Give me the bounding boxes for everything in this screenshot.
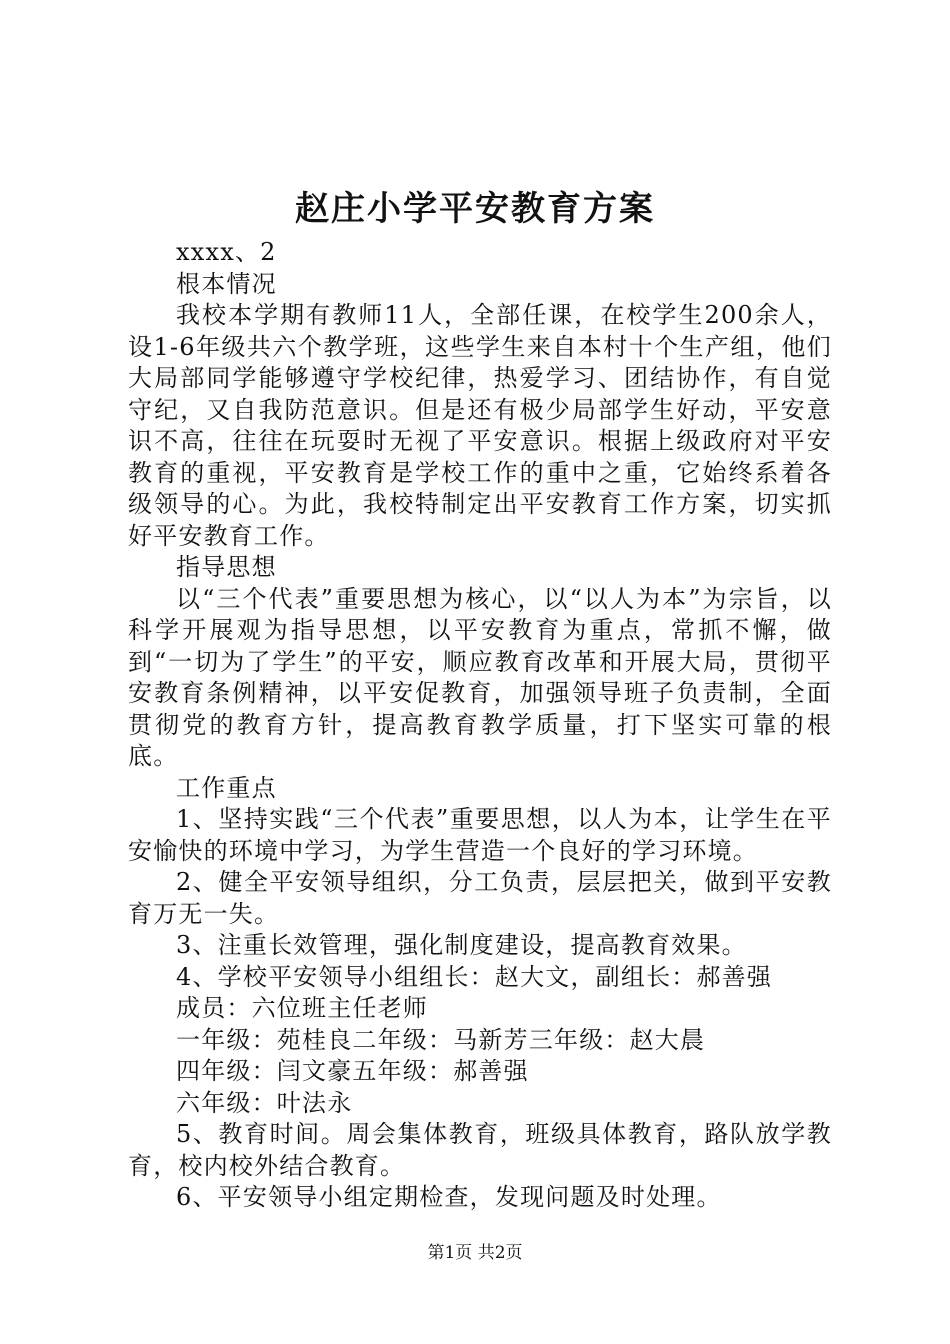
list-item-5: 5、教育时间。周会集体教育，班级具体教育，路队放学教育，校内校外结合教育。 [128,1120,832,1180]
page-footer: 第1页 共2页 [427,1243,523,1263]
grades-line-1: 一年级：苑桂良二年级：马新芳三年级：赵大晨 [176,1025,706,1054]
section-heading-basic-situation: 根本情况 [176,269,277,298]
list-item-3: 3、注重长效管理，强化制度建设，提高教育效果。 [176,931,747,959]
list-item-2: 2、健全平安领导组织，分工负责，层层把关，做到平安教育万无一失。 [128,868,832,928]
grades-line-2: 四年级：闫文豪五年级：郝善强 [176,1057,529,1085]
document-title: 赵庄小学平安教育方案 [295,189,655,229]
list-item-4: 4、学校平安领导小组组长：赵大文，副组长：郝善强 [176,962,773,991]
grades-line-3: 六年级：叶法永 [176,1088,353,1117]
paragraph-guiding-ideology: 以“三个代表”重要思想为核心，以“以人为本”为宗旨，以科学开展观为指导思想，以平安教育为重点，常抓不懈，做到“一切为了学生”的平安，顺应教育改革和开展大局，贯彻平安教育条例精神，以平安促教育，加强领导班子负责制，全面贯彻党的教育方针，提高教育教学质量，打下坚实可靠的根底。 [128,584,832,770]
document-body [128,237,832,1214]
section-heading-work-focus: 工作重点 [176,773,277,802]
section-heading-guiding-ideology: 指导思想 [176,553,277,581]
paragraph-basic-situation: 我校本学期有教师11人，全部任课，在校学生200余人，设1-6年级共六个教学班，这些学生来自本村十个生产组，他们大局部同学能够遵守学校纪律，热爱学习、团结协作，有自觉守纪，又自我防范意识。但是还有极少局部学生好动，平安意识不高，往往在玩耍时无视了平安意识。根据上级政府对平安教育的重视，平安教育是学校工作的重中之重，它始终系着各级领导的心。为此，我校特制定出平安教育工作方案，切实抓好平安教育工作。 [128,301,832,550]
list-item-6: 6、平安领导小组定期检查，发现问题及时处理。 [176,1183,722,1211]
date-line: xxxx、2 [176,238,277,266]
members-line: 成员：六位班主任老师 [176,994,428,1022]
list-item-1: 1、坚持实践“三个代表”重要思想，以人为本，让学生在平安愉快的环境中学习，为学生营造一个良好的学习环境。 [128,805,832,865]
